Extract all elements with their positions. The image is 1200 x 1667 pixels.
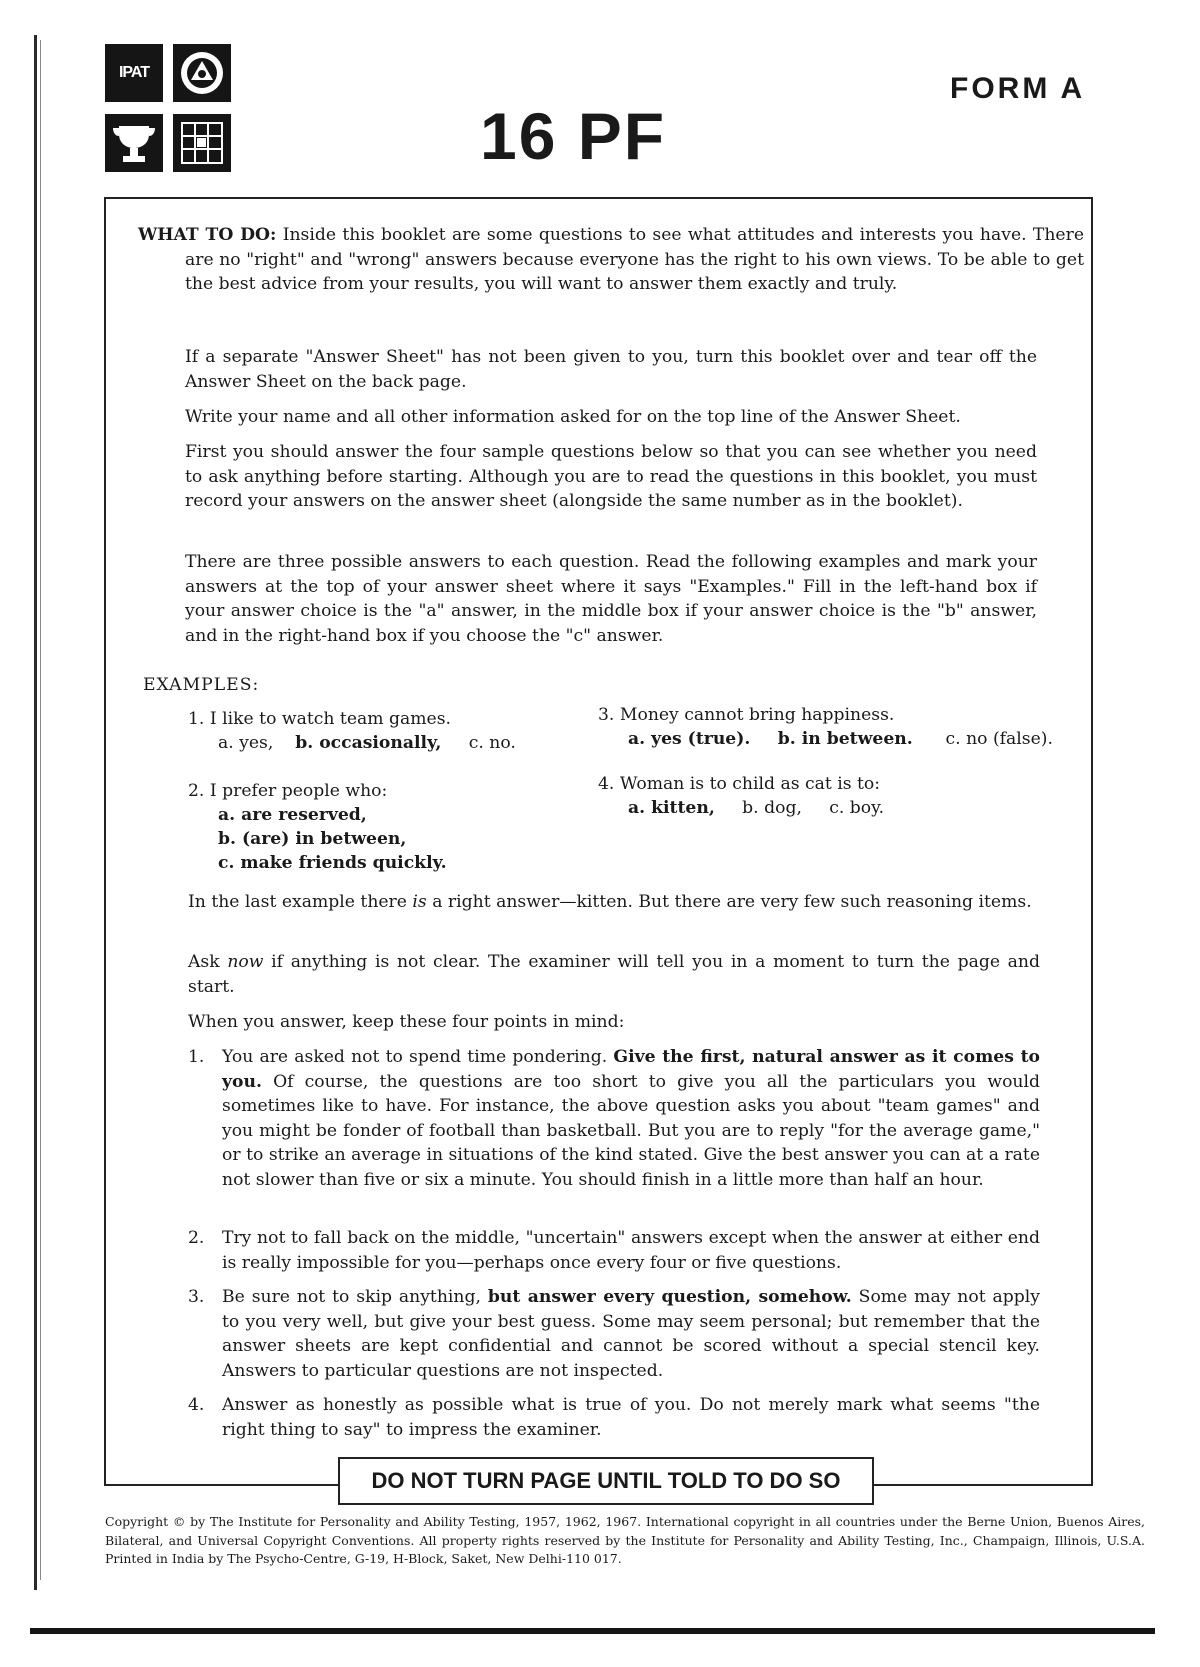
example-number: 3. <box>598 705 615 725</box>
left-margin-rule <box>34 35 37 1590</box>
option-b: b. dog, <box>742 798 802 818</box>
left-margin-rule-thin <box>40 40 41 1580</box>
four-points-intro: When you answer, keep these four points in mind: <box>188 1012 625 1032</box>
point-4: 4. Answer as honestly as possible what is true of you. Do not merely mark what seems "the right thing to say" to impress the examiner. <box>188 1395 1040 1440</box>
example-question: Money cannot bring happiness. <box>619 705 895 725</box>
trophy-icon <box>105 114 163 172</box>
emphasis-now: now <box>227 952 264 972</box>
publisher-logos <box>105 44 237 174</box>
bottom-rule <box>30 1628 1155 1634</box>
point-number: 1. <box>188 1047 205 1067</box>
example-question: Woman is to child as cat is to: <box>619 774 881 794</box>
examples-heading: EXAMPLES: <box>143 675 260 695</box>
answer-sheet-paragraph: If a separate "Answer Sheet" has not been given to you, turn this booklet over and tear off the Answer Sheet on the back page. <box>185 347 1037 392</box>
point-3: 3. Be sure not to skip anything, but answer every question, somehow. Some may not apply to you very well, but give your best guess. Some may seem personal; but remember that the answer sheets are kept confidential and cannot be scored without a special stencil key. Answers to particular questions are not inspected. <box>188 1287 1040 1381</box>
point-number: 4. <box>188 1395 205 1415</box>
option-c: c. no. <box>468 733 516 753</box>
example-3 <box>598 703 1053 751</box>
name-paragraph: Write your name and all other information asked for on the top line of the Answer Sheet. <box>185 407 961 427</box>
grid-logo-icon <box>173 114 231 172</box>
page-title: 16 PF <box>480 99 667 173</box>
option-a: a. are reserved, <box>218 805 367 825</box>
example-question: I like to watch team games. <box>209 709 452 729</box>
what-to-do-label: WHAT TO DO: <box>138 225 277 245</box>
form-label: FORM A <box>950 72 1086 105</box>
what-to-do-text: Inside this booklet are some questions to see what attitudes and interests you have. There are no "right" and "wrong" answers because everyone has the right to his own views. To be able to get the best advice from your results, you will want to answer them exactly and truly. <box>185 225 1084 294</box>
example-question: I prefer people who: <box>209 781 388 801</box>
option-b: b. occasionally, <box>295 733 442 753</box>
option-b: b. in between. <box>777 729 913 749</box>
do-not-turn-banner: DO NOT TURN PAGE UNTIL TOLD TO DO SO <box>338 1457 874 1505</box>
option-c: c. no (false). <box>945 729 1053 749</box>
ask-now-paragraph: Ask now if anything is not clear. The examiner will tell you in a moment to turn the page and start. <box>188 952 1040 997</box>
example-number: 2. <box>188 781 205 801</box>
seal-icon <box>173 44 231 102</box>
sample-questions-paragraph: First you should answer the four sample questions below so that you can see whether you need to ask anything before starting. Although you are to read the questions in this booklet, you must record your answers on the answer sheet (alongside the same number as in the booklet). <box>185 442 1037 511</box>
emphasis-is: is <box>412 892 427 912</box>
ipat-logo: IPAT <box>105 44 163 102</box>
point-2: 2. Try not to fall back on the middle, "uncertain" answers except when the answer at either end is really impossible for you—perhaps once every four or five questions. <box>188 1228 1040 1273</box>
option-a: a. yes, <box>218 733 274 753</box>
example-2 <box>188 779 447 875</box>
point-number: 3. <box>188 1287 205 1307</box>
example-number: 4. <box>598 774 615 794</box>
what-to-do-paragraph <box>138 223 1084 297</box>
option-c: c. boy. <box>829 798 885 818</box>
point-1: 1. You are asked not to spend time pondering. Give the first, natural answer as it comes to you. Of course, the questions are too short to give you all the particulars you would sometimes like to have. For instance, the above question asks you about "team games" and you might be fonder of football than basketball. But you are to reply "for the average game," or to strike an average in situations of the kind stated. Give the best answer you can at a rate not slower than five or six a minute. You should finish in a little more than half an hour. <box>188 1047 1040 1190</box>
option-a: a. kitten, <box>628 798 715 818</box>
copyright-notice: Copyright © by The Institute for Personality and Ability Testing, 1957, 1962, 1967. International copyright in all countries under the Berne Union, Buenos Aires, Bilateral, and Universal Copyright Conventions. All property rights reserved by the Institute for Personality and Ability Testing, Inc., Champaign, Illinois, U.S.A. Printed in India by The Psycho-Centre, G-19, H-Block, Saket, New Delhi-110 017. <box>105 1514 1145 1566</box>
example-4 <box>598 772 884 820</box>
option-b: b. (are) in between, <box>218 829 407 849</box>
possible-answers-paragraph: There are three possible answers to each question. Read the following examples and mark your answers at the top of your answer sheet where it says "Examples." Fill in the left-hand box if your answer choice is the "a" answer, in the middle box if your answer choice is the "b" answer, and in the right-hand box if you choose the "c" answer. <box>185 552 1037 646</box>
example-number: 1. <box>188 709 205 729</box>
point-number: 2. <box>188 1228 205 1248</box>
option-a: a. yes (true). <box>628 729 751 749</box>
option-c: c. make friends quickly. <box>218 853 447 873</box>
example-1 <box>188 707 516 755</box>
kitten-paragraph: In the last example there is a right answer—kitten. But there are very few such reasoning items. <box>188 892 1032 912</box>
